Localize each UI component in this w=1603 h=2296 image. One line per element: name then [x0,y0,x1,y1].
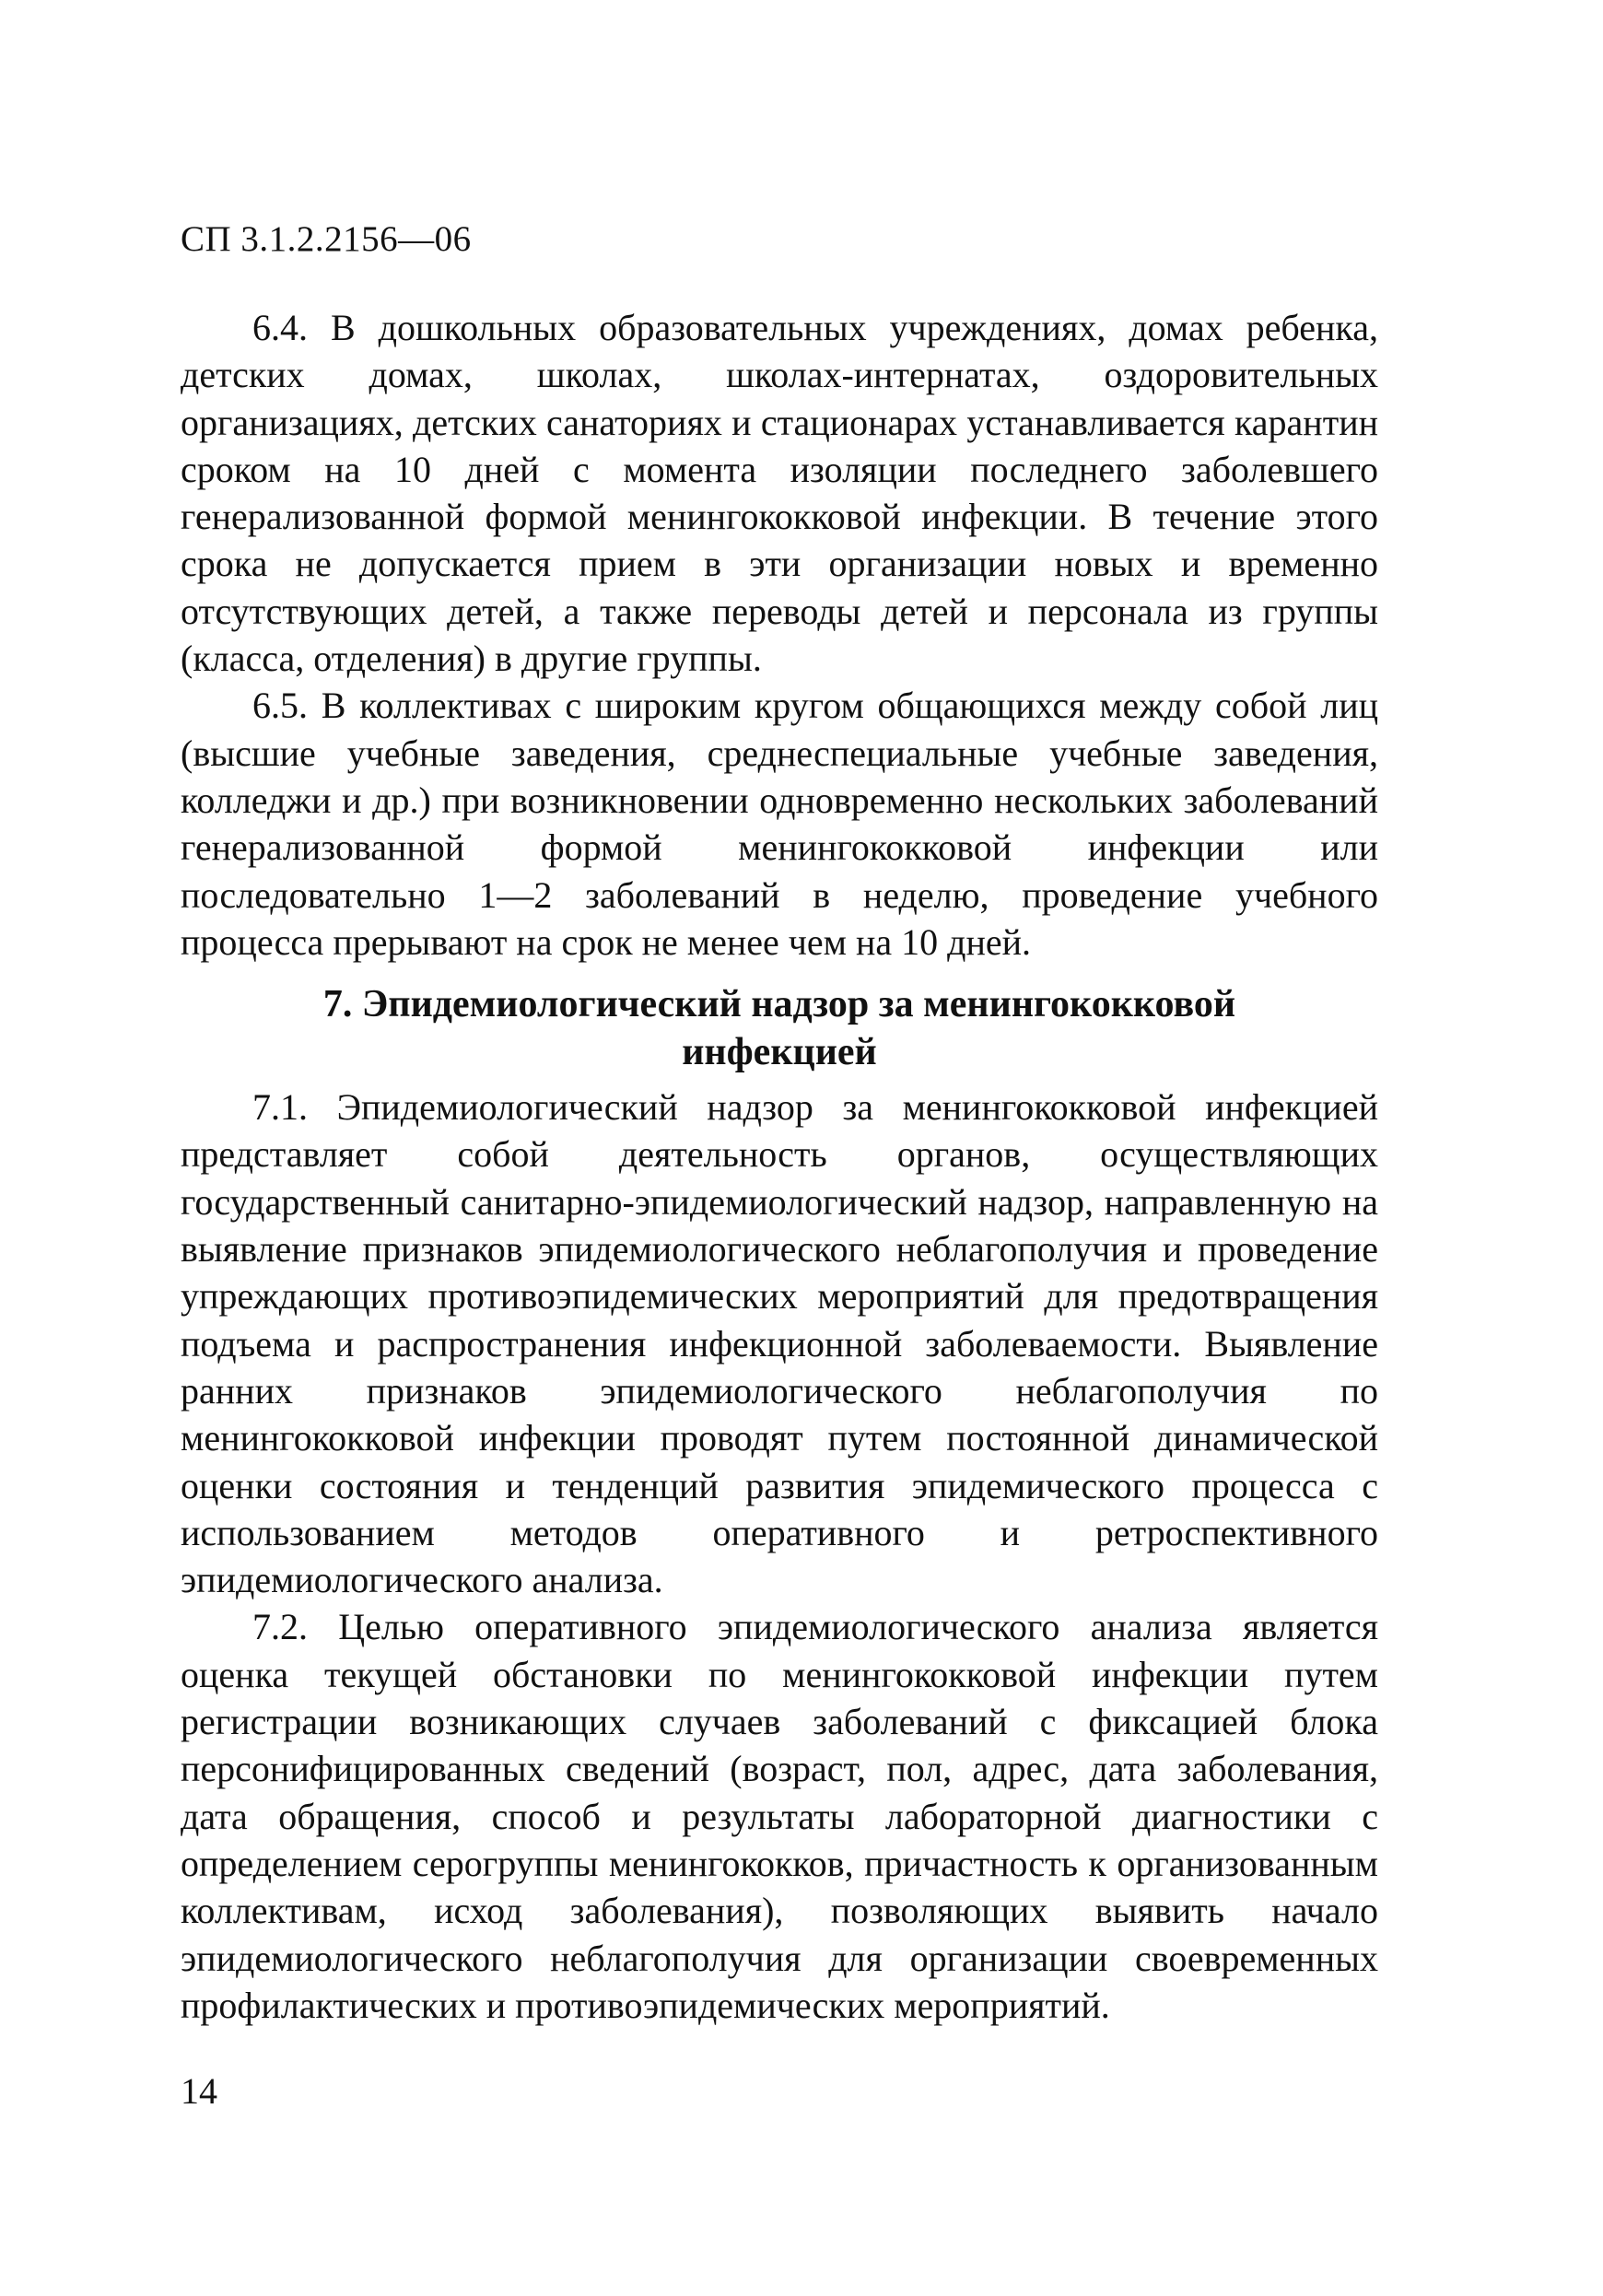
page-body [181,304,1378,2029]
section-heading-7-line-2: инфекцией [682,1031,877,1074]
paragraph-7-1: 7.1. Эпидемиологический надзор за менингококковой инфекцией представляет собой деятельность органов, осуществляющих государственный санитарно-эпидемиологический надзор, направленную на выявление признаков эпидемиологического неблагополучия и проведение упреждающих противоэпидемических мероприятий для предотвращения подъема и распространения инфекционной заболеваемости. Выявление ранних признаков эпидемиологического неблагополучия по менингококковой инфекции проводят путем постоянной динамической оценки состояния и тенденций развития эпидемического процесса с использованием методов оперативного и ретроспективного эпидемиологического анализа. [181,1086,1378,1601]
paragraph-6-4: 6.4. В дошкольных образовательных учреждениях, домах ребенка, детских домах, школах, школах-интернатах, оздоровительных организациях, детских санаториях и стационарах устанавливается карантин сроком на 10 дней с момента изоляции последнего заболевшего генерализованной формой менингококковой инфекции. В течение этого срока не допускается прием в эти организации новых и временно отсутствующих детей, а также переводы детей и персонала из группы (класса, отделения) в другие группы. [181,307,1378,680]
page-number: 14 [181,2070,217,2112]
running-header-document-code: СП 3.1.2.2156—06 [181,219,472,259]
paragraph-6-5: 6.5. В коллективах с широким кругом общающихся между собой лиц (высшие учебные заведения, среднеспециальные учебные заведения, колледжи и др.) при возникновении одновременно нескольких заболеваний генерализованной формой менингококковой инфекции или последовательно 1—2 заболеваний в неделю, проведение учебного процесса прерывают на срок не менее чем на 10 дней. [181,685,1378,963]
paragraph-7-2: 7.2. Целью оперативного эпидемиологического анализа является оценка текущей обстановки по менингококковой инфекции путем регистрации возникающих случаев заболеваний с фиксацией блока персонифицированных сведений (возраст, пол, адрес, дата заболевания, дата обращения, способ и результаты лабораторной диагностики с определением серогруппы менингококков, причастность к организованным коллективам, исход заболевания), позволяющих выявить начало эпидемиологического неблагополучия для организации своевременных профилактических и противоэпидемических мероприятий. [181,1606,1378,2026]
section-heading-7-line-1: 7. Эпидемиологический надзор за менингококковой [322,983,1236,1026]
section-heading-7 [181,980,1378,1076]
